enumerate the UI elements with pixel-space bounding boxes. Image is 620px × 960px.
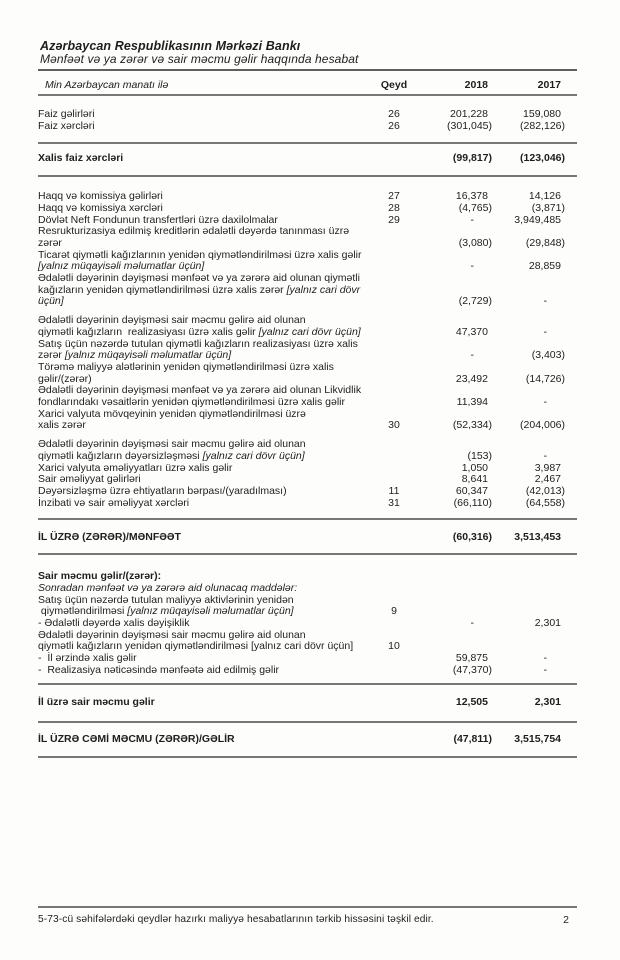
note-ref-cell: 29 [388,213,400,226]
label-text: Satış üçün nəzərdə tutulan maliyyə aktivlərinin yenidən [38,593,294,606]
row-label [38,153,378,165]
value-2017-cell: - [543,295,547,308]
label-text: Xarici valyuta mövqeyinin yenidən qiymətləndirilməsi üzrə [38,407,306,420]
label-text: Sonradan mənfəət və ya zərərə aid olunacaq maddələr: [38,581,298,594]
row-label [38,532,378,544]
value-2017-cell: 3,949,485 [514,213,561,226]
note-ref-cell: 30 [388,419,400,432]
label-text: Ədalətli dəyərinin dəyişməsi mənfəət və ya zərərə aid olunan Likvidlik [38,384,362,397]
value-2017-cell: (3,871) [531,201,565,214]
label-text: İL ÜZRƏ CƏMİ MƏCMU (ZƏRƏR)/GƏLİR [38,733,235,746]
value-2017-cell: (42,013) [525,484,565,497]
value-2018-cell: 8,641 [461,473,488,486]
table-row [38,153,577,165]
row-label [38,385,378,408]
label-text: [yalnız müqayisəli məlumatlar üçün] [38,260,205,273]
label-line [38,697,378,709]
section [38,685,577,721]
value-2017-cell: 28,859 [528,260,561,273]
label-text: - İl ərzində xalis gəlir [38,652,137,665]
label-line [38,285,378,297]
section [38,177,577,518]
value-2017-cell: (123,046) [520,152,565,165]
note-ref-cell: 9 [391,605,397,618]
value-2018-cell: 59,875 [455,652,488,665]
page-number: 2 [563,914,569,926]
label-text: [yalnız müqayisəli məlumatlar üçün] [64,349,232,362]
statement-table [38,96,577,758]
note-ref-cell: 27 [388,190,400,203]
value-2018-cell: 23,492 [455,372,488,385]
page-footer [38,906,577,926]
value-2018-cell: - [470,349,474,362]
table-row [38,630,577,653]
row-label [38,630,378,653]
row-label [38,250,378,273]
value-2018-cell: (52,334) [452,419,492,432]
row-label [38,409,378,432]
table-row [38,362,577,385]
value-2017-cell: (29,848) [525,236,565,249]
column-header-2018: 2018 [464,79,488,91]
label-text: Faiz xərcləri [38,119,95,132]
label-text: qiymətləndirilməsi [38,605,128,618]
value-2017-cell: 3,513,453 [514,531,561,544]
horizontal-rule [38,756,577,758]
value-2018-cell: (60,316) [452,531,492,544]
table-row [38,665,577,677]
table-row [38,409,577,432]
row-label [38,121,378,133]
value-2018-cell: 201,228 [450,108,488,120]
value-2018-cell: 11,394 [456,396,488,409]
table-row [38,498,577,510]
label-text: qiymətli kağızların realizasiyası üzrə xalis gəlir [38,325,259,338]
value-2017-cell: - [543,396,547,409]
row-label [38,734,378,746]
row-label [38,273,378,308]
table-row [38,226,577,249]
table-row [38,250,577,273]
value-2017-cell: 2,301 [534,696,561,709]
label-text: gəlir/(zərər) [38,372,92,385]
label-text: İnzibati və sair əməliyyat xərcləri [38,496,190,509]
label-text: zərər [38,236,62,249]
label-text: Faiz gəlirləri [38,108,95,120]
value-2017-cell: (64,558) [525,496,565,509]
row-label [38,439,378,462]
note-ref-cell: 10 [388,640,400,653]
value-2017-cell: 14,126 [528,190,561,203]
label-text: fondlarındakı vəsaitlərin yenidən qiymətləndirilməsi üzrə xalis gəlir [38,396,345,409]
label-text: üçün] [38,295,64,308]
value-2018-cell: 16,378 [455,190,488,203]
organization-title: Azərbaycan Respublikasının Mərkəzi Bankı [40,39,301,53]
label-text: [yalnız cari dövr [286,283,361,296]
label-text: - Realizasiya nəticəsində mənfəətə aid edilmiş gəlir [38,663,280,676]
row-label [38,226,378,249]
value-2018-cell: (4,765) [458,201,492,214]
table-row [38,109,577,121]
section [38,96,577,142]
value-2017-cell: - [543,449,547,462]
label-text: Ədalətli dəyərinin dəyişməsi sair məcmu gəlirə aid olunan [38,628,306,641]
label-text: Ədalətli dəyərinin dəyişməsi sair məcmu gəlirə aid olunan [38,438,306,451]
value-2018-cell: (301,045) [447,119,492,132]
label-text: Törəmə maliyyə alətlərinin yenidən qiymətləndirilməsi üzrə xalis [38,360,334,373]
label-line [38,665,378,677]
row-label [38,339,378,362]
row-label [38,595,378,618]
row-label [38,665,378,677]
label-text: Satış üçün nəzərdə tutulan qiymətli kağızların realizasiyası üzrə xalis [38,337,358,350]
section [38,144,577,175]
label-text: Haqq və komissiya gəlirləri [38,190,163,203]
footer-note: 5-73-cü səhifələrdəki qeydlər hazırkı maliyyə hesabatlarının tərkib hissəsini təşkil edir. [38,914,434,925]
label-text: İL ÜZRƏ (ZƏRƏR)/MƏNFƏƏT [38,531,181,544]
note-ref-cell: 28 [388,201,400,214]
table-row [38,439,577,462]
note-ref-cell: 11 [388,484,400,497]
label-text: qiymətli kağızların dəyərsizləşməsi [38,449,203,462]
note-ref-cell: 31 [388,496,400,509]
column-header-2017: 2017 [537,79,561,91]
label-line [38,420,378,432]
label-line [38,409,378,421]
row-label [38,362,378,385]
note-ref-cell: 26 [388,119,400,132]
label-line [38,121,378,133]
column-header-unit: Min Azərbaycan manatı ilə [45,79,169,91]
label-text: Resrukturizasiya edilmiş kreditlərin ədalətli dəyərdə tanınması üzrə [38,225,350,238]
value-2018-cell: (3,080) [458,236,492,249]
row-label [38,697,378,709]
value-2017-cell: - [543,663,547,676]
value-2017-cell: (14,726) [525,372,565,385]
column-header-note: Qeyd [380,79,408,91]
label-text: zərər [38,349,65,362]
row-label [38,315,378,338]
label-text: Sair məcmu gəlir/(zərər): [38,570,162,583]
table-row [38,121,577,133]
column-header-row [38,71,577,94]
table-row [38,339,577,362]
value-2017-cell: 3,515,754 [514,733,561,746]
label-line [38,532,378,544]
label-line [38,734,378,746]
table-row [38,315,577,338]
label-text: Xalis faiz xərcləri [38,152,124,165]
row-label [38,498,378,510]
label-text: xalis zərər [38,419,86,432]
label-text: [yalnız müqayisəli məlumatlar üçün] [127,605,294,618]
value-2018-cell: - [470,213,474,226]
label-text: [yalnız cari dövr üçün] [202,449,305,462]
value-2018-cell: (47,370) [452,663,492,676]
value-2018-cell: (66,110) [453,496,492,509]
label-line [38,498,378,510]
label-line [38,296,378,308]
note-ref-cell: 26 [388,108,400,120]
value-2017-cell: 2,301 [534,616,561,629]
label-text: Xarici valyuta əməliyyatları üzrə xalis gəlir [38,461,233,474]
table-row [38,385,577,408]
value-2017-cell: (3,403) [531,349,565,362]
value-2018-cell: (99,817) [452,152,492,165]
section [38,520,577,553]
value-2017-cell: - [543,325,547,338]
label-line [38,226,378,238]
value-2018-cell: 60,347 [455,484,488,497]
value-2017-cell: (204,006) [520,419,565,432]
label-text: Ədalətli dəyərinin dəyişməsi sair məcmu gəlirə aid olunan [38,314,306,327]
table-row [38,273,577,308]
value-2017-cell: - [543,652,547,665]
table-row [38,697,577,709]
section [38,555,577,683]
value-2018-cell: - [470,260,474,273]
table-row [38,595,577,618]
value-2018-cell: 1,050 [461,461,488,474]
label-text: İl üzrə sair məcmu gəlir [38,696,155,709]
value-2018-cell: (153) [467,449,492,462]
label-text: Ədalətli dəyərinin dəyişməsi mənfəət və ya zərərə aid olunan qiymətli [38,272,360,285]
value-2017-cell: (282,126) [520,119,565,132]
label-text: Haqq və komissiya xərcləri [38,201,163,214]
value-2017-cell: 3,987 [534,461,561,474]
label-line [38,153,378,165]
label-text: Sair əməliyyat gəlirləri [38,473,141,486]
value-2018-cell: 12,505 [455,696,488,709]
value-2018-cell: (47,811) [453,733,492,746]
label-text: [yalnız cari dövr üçün] [258,325,361,338]
statement-title: Mənfəət və ya zərər və sair məcmu gəlir haqqında hesabat [40,52,359,66]
label-text: Dəyərsizləşmə üzrə ehtiyatların bərpası/(yaradılması) [38,484,287,497]
value-2017-cell: 159,080 [523,108,561,120]
label-text: - Ədalətli dəyərdə xalis dəyişiklik [38,616,190,629]
label-text: kağızların yenidən qiymətləndirilməsi üzrə xalis zərər [38,283,287,296]
table-row [38,734,577,746]
value-2018-cell: (2,729) [458,295,492,308]
label-text: qiymətli kağızların yenidən qiymətləndirilməsi [yalnız cari dövr üçün] [38,640,354,653]
financial-statement [38,40,577,758]
value-2017-cell: 2,467 [534,473,561,486]
value-2018-cell: - [470,616,474,629]
label-text: Dövlət Neft Fondunun transfertləri üzrə daxilolmalar [38,213,278,226]
value-2018-cell: 47,370 [455,325,488,338]
section [38,723,577,756]
label-text: Ticarət qiymətli kağızlarının yenidən qiymətləndirilməsi üzrə xalis gəlir [38,248,362,261]
table-row [38,532,577,544]
